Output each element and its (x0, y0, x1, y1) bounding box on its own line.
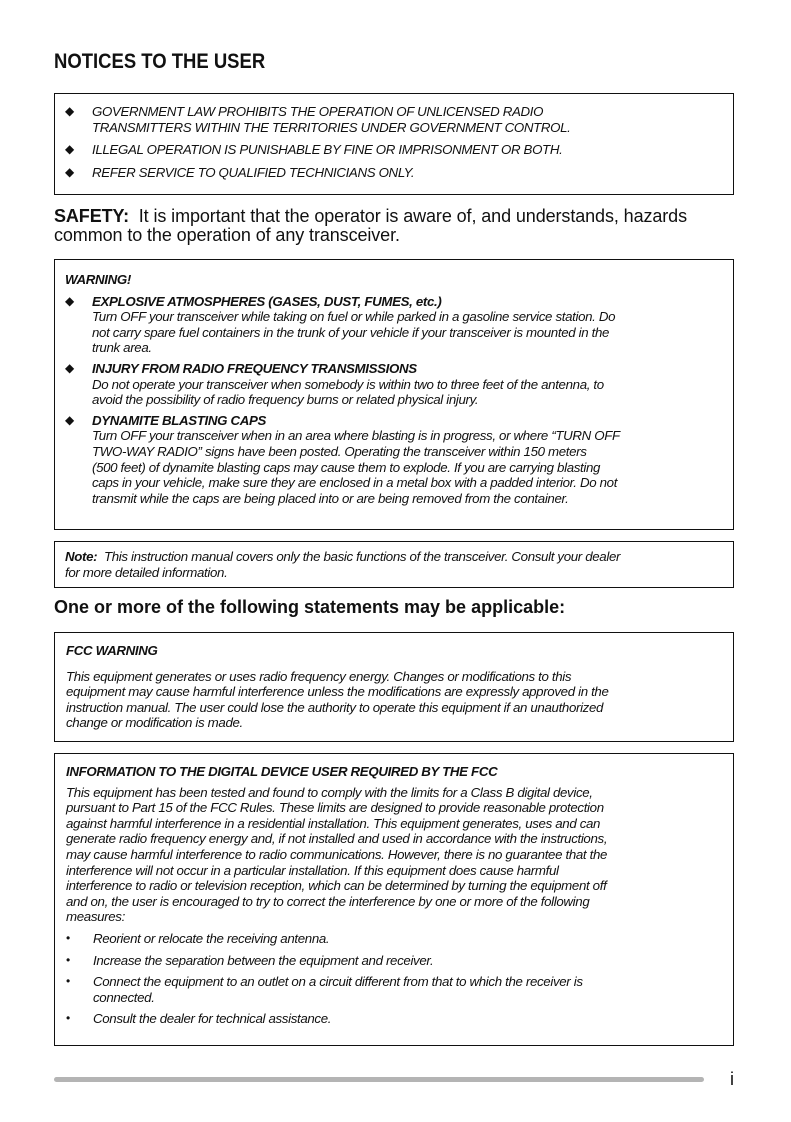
warning-item-title: INJURY FROM RADIO FREQUENCY TRANSMISSIONS (92, 360, 417, 376)
digital-bullet-item (66, 953, 733, 969)
digital-bullet-item (66, 931, 733, 947)
digital-text: measures: (66, 909, 125, 925)
digital-bullet-item (66, 1011, 733, 1027)
notice-text: ILLEGAL OPERATION IS PUNISHABLE BY FINE OR IMPRISONMENT OR BOTH. (92, 142, 563, 158)
note-text: for more detailed information. (65, 564, 228, 580)
digital-text: may cause harmful interference to radio communications. However, there is no guarantee that the (66, 846, 608, 862)
fcc-text: equipment may cause harmful interference unless the modifications are expressly approved in the (66, 684, 609, 700)
warning-item-text: Turn OFF your transceiver while taking on fuel or while parked in a gasoline service station. Do (92, 309, 616, 325)
warning-item-text: caps in your vehicle, make sure they are enclosed in a metal box with a padded interior. Do not (92, 475, 618, 491)
note-label: Note: (65, 549, 98, 564)
safety-text: It is important that the operator is aware of, and understands, hazards (138, 206, 687, 226)
note-text: This instruction manual covers only the basic functions of the transceiver. Consult your dealer (103, 549, 621, 564)
warning-item-text: Turn OFF your transceiver when in an area where blasting is in progress, or where “TURN OFF (92, 428, 620, 444)
dot-bullet-icon: • (66, 952, 70, 967)
fcc-text: change or modification is made. (66, 715, 243, 731)
page-title: NOTICES TO THE USER (54, 50, 266, 73)
footer-rule (54, 1077, 704, 1082)
fcc-warning-box (54, 632, 734, 742)
note-box (54, 541, 734, 588)
digital-text: interference to radio or television reception, which can be determined by turning the equipment off (66, 878, 607, 894)
diamond-bullet-icon: ◆ (65, 164, 74, 179)
warning-item-text: TWO-WAY RADIO” signs have been posted. Operating the transceiver within 150 meters (92, 443, 587, 459)
warning-item-text: trunk area. (92, 340, 152, 356)
digital-heading: INFORMATION TO THE DIGITAL DEVICE USER REQUIRED BY THE FCC (66, 764, 498, 779)
notice-item (55, 165, 733, 181)
warning-item (55, 361, 723, 408)
digital-device-box (54, 753, 734, 1046)
fcc-text: instruction manual. The user could lose the authority to operate this equipment if an unauthorized (66, 699, 604, 715)
warning-item-text: Do not operate your transceiver when somebody is within two to three feet of the antenna, to (92, 376, 604, 392)
safety-paragraph (54, 207, 687, 245)
digital-bullet-text: Reorient or relocate the receiving antenna. (93, 930, 330, 946)
warning-item-title: DYNAMITE BLASTING CAPS (92, 412, 267, 428)
diamond-bullet-icon: ◆ (65, 104, 74, 118)
safety-text: common to the operation of any transceiver. (54, 225, 400, 245)
digital-bullet-item (66, 974, 733, 1005)
digital-text: generate radio frequency energy and, if not installed and used in accordance with the instructions, (66, 831, 608, 847)
digital-text: and on, the user is encouraged to try to correct the interference by one or more of the following (66, 893, 590, 909)
diamond-bullet-icon: ◆ (65, 293, 74, 308)
notice-text: GOVERNMENT LAW PROHIBITS THE OPERATION OF UNLICENSED RADIO (92, 104, 544, 119)
dot-bullet-icon: • (66, 1011, 70, 1026)
warning-item-text: transmit while the caps are being placed into or are being removed from the container. (92, 490, 569, 506)
fcc-text: This equipment generates or uses radio frequency energy. Changes or modifications to this (66, 668, 572, 684)
warning-box (54, 259, 734, 530)
fcc-heading: FCC WARNING (66, 643, 158, 658)
digital-bullet-text: Connect the equipment to an outlet on a circuit different from that to which the receiver is (93, 974, 583, 990)
warning-item (55, 413, 723, 507)
diamond-bullet-icon: ◆ (65, 142, 74, 157)
dot-bullet-icon: • (66, 974, 70, 989)
notices-box (54, 93, 734, 195)
digital-bullet-text: Consult the dealer for technical assistance. (93, 1011, 332, 1027)
safety-label: SAFETY: (54, 206, 129, 226)
digital-bullet-text: Increase the separation between the equipment and receiver. (93, 952, 434, 968)
warning-heading: WARNING! (65, 272, 131, 287)
diamond-bullet-icon: ◆ (65, 360, 74, 375)
warning-item-text: (500 feet) of dynamite blasting caps may cause them to explode. If you are carrying blasting (92, 459, 601, 475)
warning-item-title: EXPLOSIVE ATMOSPHERES (GASES, DUST, FUMES, etc.) (92, 293, 442, 309)
warning-item (55, 294, 723, 356)
warning-item-text: avoid the possibility of radio frequency burns or related physical injury. (92, 392, 479, 408)
dot-bullet-icon: • (66, 930, 70, 945)
digital-text: This equipment has been tested and found to comply with the limits for a Class B digital device, (66, 784, 593, 800)
page-number: i (730, 1069, 734, 1089)
warning-item-text: not carry spare fuel containers in the trunk of your vehicle if your transceiver is mounted in the (92, 324, 610, 340)
applicable-heading: One or more of the following statements may be applicable: (54, 597, 566, 617)
digital-text: against harmful interference in a residential installation. This equipment generates, uses and can (66, 815, 601, 831)
diamond-bullet-icon: ◆ (65, 412, 74, 427)
notice-item (55, 142, 733, 158)
notice-text: TRANSMITTERS WITHIN THE TERRITORIES UNDER GOVERNMENT CONTROL. (92, 119, 571, 135)
digital-text: pursuant to Part 15 of the FCC Rules. These limits are designed to provide reasonable protection (66, 800, 604, 816)
digital-bullet-text: connected. (93, 989, 155, 1005)
notice-text: REFER SERVICE TO QUALIFIED TECHNICIANS ONLY. (92, 164, 415, 180)
digital-text: interference will not occur in a particular installation. If this equipment does cause harmful (66, 862, 559, 878)
notice-item (55, 104, 733, 135)
